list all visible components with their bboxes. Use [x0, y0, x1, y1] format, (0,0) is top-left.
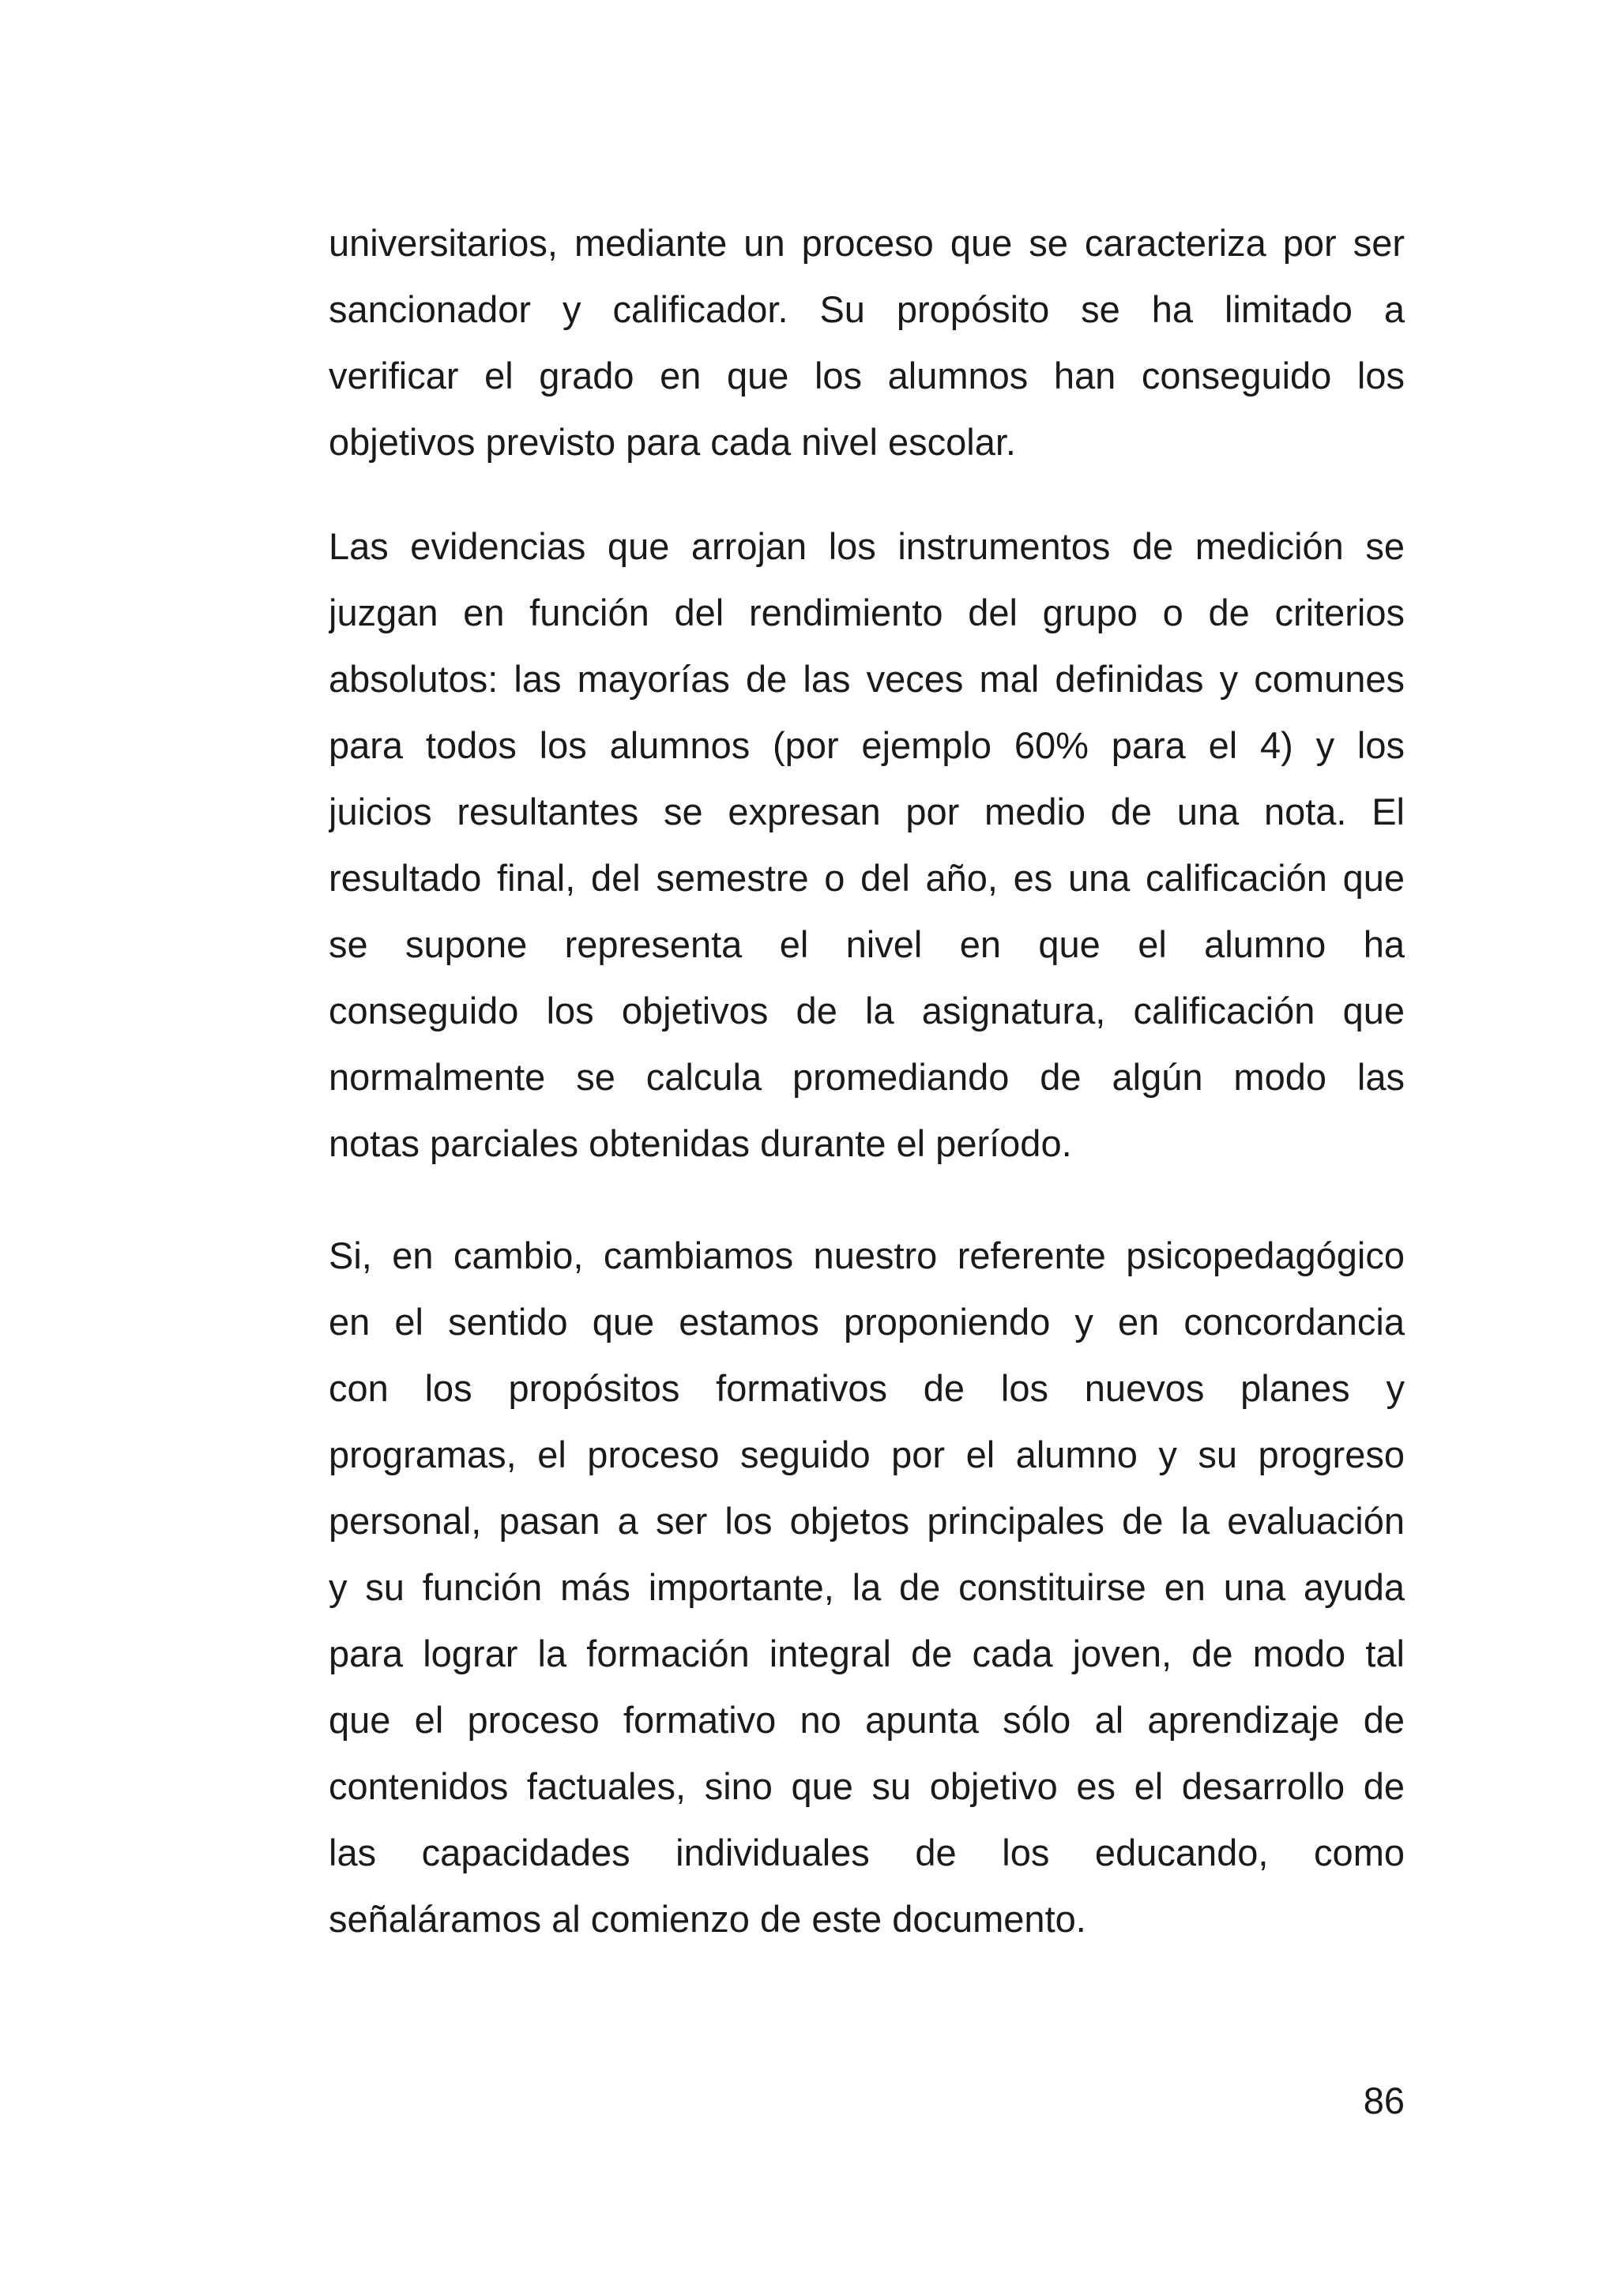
text-line: se supone representa el nivel en que el alumno ha	[329, 923, 1405, 965]
text-line: normalmente se calcula promediando de algún modo las	[329, 1056, 1405, 1098]
text-line: programas, el proceso seguido por el alumno y su progreso	[329, 1434, 1405, 1475]
text-line: en el sentido que estamos proponiendo y en concordancia	[329, 1301, 1405, 1343]
text-line: sancionador y calificador. Su propósito se ha limitado a	[329, 288, 1405, 330]
text-line: con los propósitos formativos de los nuevos planes y	[329, 1367, 1405, 1409]
text-line: Las evidencias que arrojan los instrumentos de medición se	[329, 525, 1405, 567]
text-line: contenidos factuales, sino que su objetivo es el desarrollo de	[329, 1765, 1405, 1807]
text-line: universitarios, mediante un proceso que se caracteriza por ser	[329, 222, 1405, 264]
text-line: que el proceso formativo no apunta sólo al aprendizaje de	[329, 1699, 1405, 1741]
paragraph-2	[329, 513, 1405, 1177]
paragraph-1	[329, 210, 1405, 475]
text-line: juicios resultantes se expresan por medio de una nota. El	[329, 791, 1405, 832]
text-line: absolutos: las mayorías de las veces mal definidas y comunes	[329, 658, 1405, 700]
text-line: las capacidades individuales de los educando, como	[329, 1832, 1405, 1873]
text-line: para todos los alumnos (por ejemplo 60% para el 4) y los	[329, 724, 1405, 766]
text-line: Si, en cambio, cambiamos nuestro referente psicopedagógico	[329, 1234, 1405, 1276]
text-line: conseguido los objetivos de la asignatura, calificación que	[329, 990, 1405, 1032]
text-line: personal, pasan a ser los objetos principales de la evaluación	[329, 1500, 1405, 1542]
page-number: 86	[1363, 2080, 1405, 2121]
text-line: notas parciales obtenidas durante el período.	[329, 1122, 1072, 1164]
text-line: juzgan en función del rendimiento del grupo o de criterios	[329, 592, 1405, 633]
text-line: resultado final, del semestre o del año, es una calificación que	[329, 857, 1405, 899]
text-line: verificar el grado en que los alumnos han conseguido los	[329, 355, 1405, 396]
text-line: para lograr la formación integral de cada joven, de modo tal	[329, 1633, 1405, 1674]
text-line: y su función más importante, la de constituirse en una ayuda	[329, 1566, 1405, 1608]
text-line: señaláramos al comienzo de este documento.	[329, 1898, 1086, 1940]
paragraph-3	[329, 1223, 1405, 1952]
text-line: objetivos previsto para cada nivel escolar.	[329, 421, 1016, 463]
